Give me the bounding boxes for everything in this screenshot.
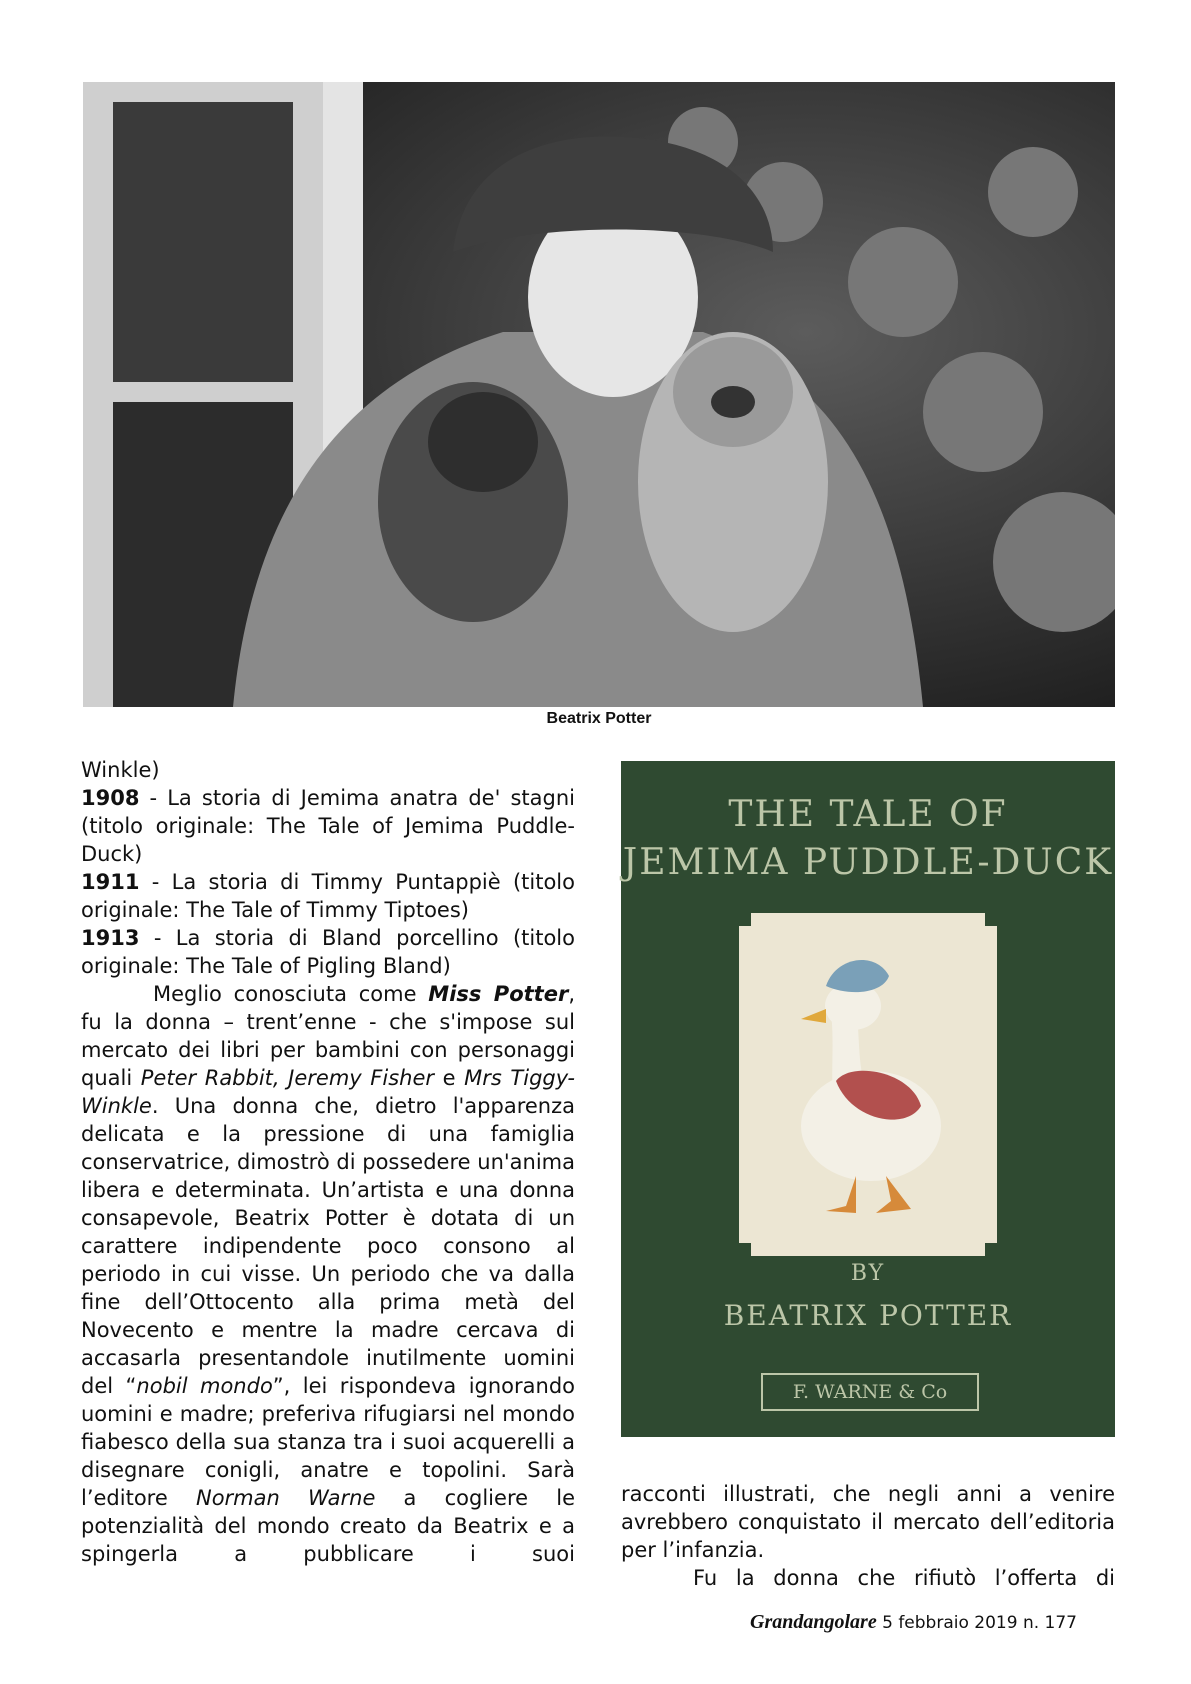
cover-by: BY bbox=[850, 1261, 886, 1286]
editor-name: Norman Warne bbox=[195, 1486, 376, 1510]
year-label: 1913 bbox=[81, 926, 140, 950]
cover-title-line: JEMIMA PUDDLE-DUCK bbox=[622, 842, 1114, 883]
miss-potter-emphasis: Miss Potter bbox=[428, 982, 569, 1006]
entry-text: - La storia di Bland porcellino (titolo originale: The Tale of Pigling Bland) bbox=[81, 926, 575, 978]
photo-illustration bbox=[83, 82, 1115, 707]
bibliography-entry-1911 bbox=[81, 868, 575, 924]
paragraph-text: . Una donna che, dietro l'apparenza delicata e la pressione di una famiglia conservatrice, dimostrò di possedere un'anima libera e determinata. Un’artista e una donna consapevole, Beatrix Potter è dotata di un carattere indipendente poco consono al periodo in cui visse. Un periodo che va dalla fine dell’Ottocento alla prima metà del Novecento e mentre la madre cercava di accasarla presentandole inutilmente uomini del “ bbox=[81, 1094, 575, 1398]
page-footer bbox=[750, 1611, 1077, 1634]
issue-info: 5 febbraio 2019 n. 177 bbox=[876, 1613, 1077, 1633]
bibliography-entry-1908 bbox=[81, 784, 575, 868]
bibliography-entry-1913 bbox=[81, 924, 575, 980]
paragraph-text: a cogliere le potenzialità del mondo creato da Beatrix e a spingerla a pubblicare i suoi bbox=[81, 1486, 575, 1566]
body-paragraph bbox=[81, 980, 575, 1568]
beatrix-potter-photo bbox=[83, 82, 1115, 707]
year-label: 1911 bbox=[81, 870, 140, 894]
paragraph-text: e bbox=[434, 1066, 465, 1090]
year-label: 1908 bbox=[81, 786, 140, 810]
cover-title bbox=[621, 791, 1115, 887]
paragraph-text: Meglio conosciuta come bbox=[153, 982, 429, 1006]
cover-author: BEATRIX POTTER bbox=[723, 1299, 1013, 1332]
cover-publisher: F. WARNE & Co bbox=[761, 1373, 979, 1411]
character-names: Peter Rabbit, Jeremy Fisher bbox=[140, 1066, 435, 1090]
nobil-mondo-emphasis: nobil mondo bbox=[136, 1374, 273, 1398]
entry-text: - La storia di Jemima anatra de' stagni (titolo originale: The Tale of Jemima Puddle-Duck) bbox=[81, 786, 575, 866]
body-paragraph: Fu la donna che rifiutò l’offerta di bbox=[693, 1566, 1115, 1590]
text-line: Winkle) bbox=[81, 758, 160, 782]
character-names: Mrs Tiggy-Winkle bbox=[81, 1066, 575, 1118]
paragraph-text: , fu la donna – trent’enne - che s'impose sul mercato dei libri per bambini con personaggi quali bbox=[81, 982, 575, 1090]
book-cover-jemima-puddle-duck bbox=[621, 761, 1115, 1437]
photo-caption: Beatrix Potter bbox=[546, 710, 652, 727]
left-text-column bbox=[81, 756, 575, 1568]
paragraph-text: ”, lei rispondeva ignorando uomini e madre; preferiva rifugiarsi nel mondo fiabesco della sua stanza tra i suoi acquerelli a disegnare conigli, anatre e topolini. Sarà l’editore bbox=[81, 1374, 576, 1510]
right-text-column bbox=[621, 1480, 1115, 1592]
entry-text: - La storia di Timmy Puntappiè (titolo originale: The Tale of Timmy Tiptoes) bbox=[81, 870, 575, 922]
cover-title-line: THE TALE OF bbox=[728, 794, 1008, 835]
magazine-name: Grandangolare bbox=[750, 1611, 877, 1633]
body-paragraph: racconti illustrati, che negli anni a venire avrebbero conquistato il mercato dell’editoria per l’infanzia. bbox=[621, 1482, 1115, 1562]
